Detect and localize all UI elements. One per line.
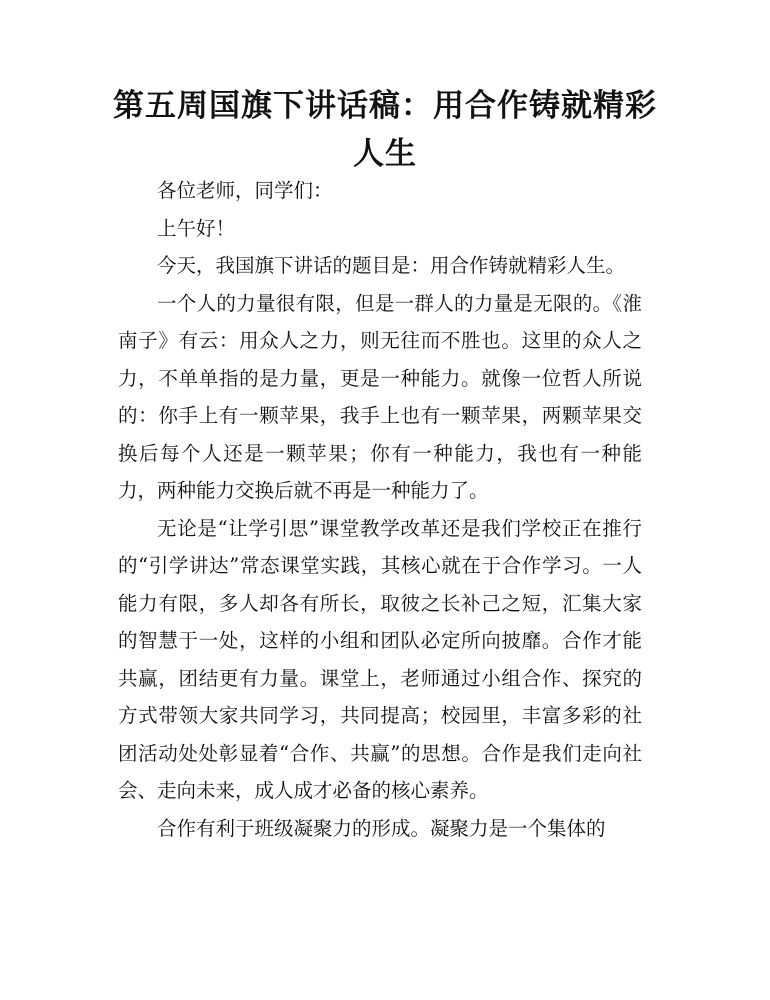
document-body <box>118 172 642 847</box>
paragraph-greeting: 各位老师，同学们： <box>157 179 333 202</box>
paragraph-cooperative-learning: 无论是“让学引思”课堂教学改革还是我们学校正在推行的“引学讲达”常态课堂实践，其核心就在于合作学习。一人能力有限，多人却各有所长，取彼之长补己之短，汇集大家的智慧于一处，这样的小组和团队必定所向披靡。合作才能共赢，团结更有力量。课堂上，老师通过小组合作、探究的方式带领大家共同学习，共同提高；校园里，丰富多彩的社团活动处处彰显着“合作、共赢”的思想。合作是我们走向社会、走向未来，成人成才必备的核心素养。 <box>118 516 642 802</box>
document-title: 第五周国旗下讲话稿：用合作铸就精彩人生 <box>113 88 657 172</box>
paragraph-good-morning: 上午好！ <box>157 216 236 240</box>
paragraph-topic: 今天，我国旗下讲话的题目是：用合作铸就精彩人生。 <box>157 254 626 277</box>
paragraph-cohesion: 合作有利于班级凝聚力的形成。凝聚力是一个集体的 <box>157 816 606 840</box>
paragraph-strength: 一个人的力量很有限，但是一群人的力量是无限的。《淮南子》有云：用众人之力，则无往而不胜也。这里的众人之力，不单单指的是力量，更是一种能力。就像一位哲人所说的：你手上有一颗苹果，我手上也有一颗苹果，两颗苹果交换后每个人还是一颗苹果；你有一种能力，我也有一种能力，两种能力交换后就不再是一种能力了。 <box>118 291 642 502</box>
